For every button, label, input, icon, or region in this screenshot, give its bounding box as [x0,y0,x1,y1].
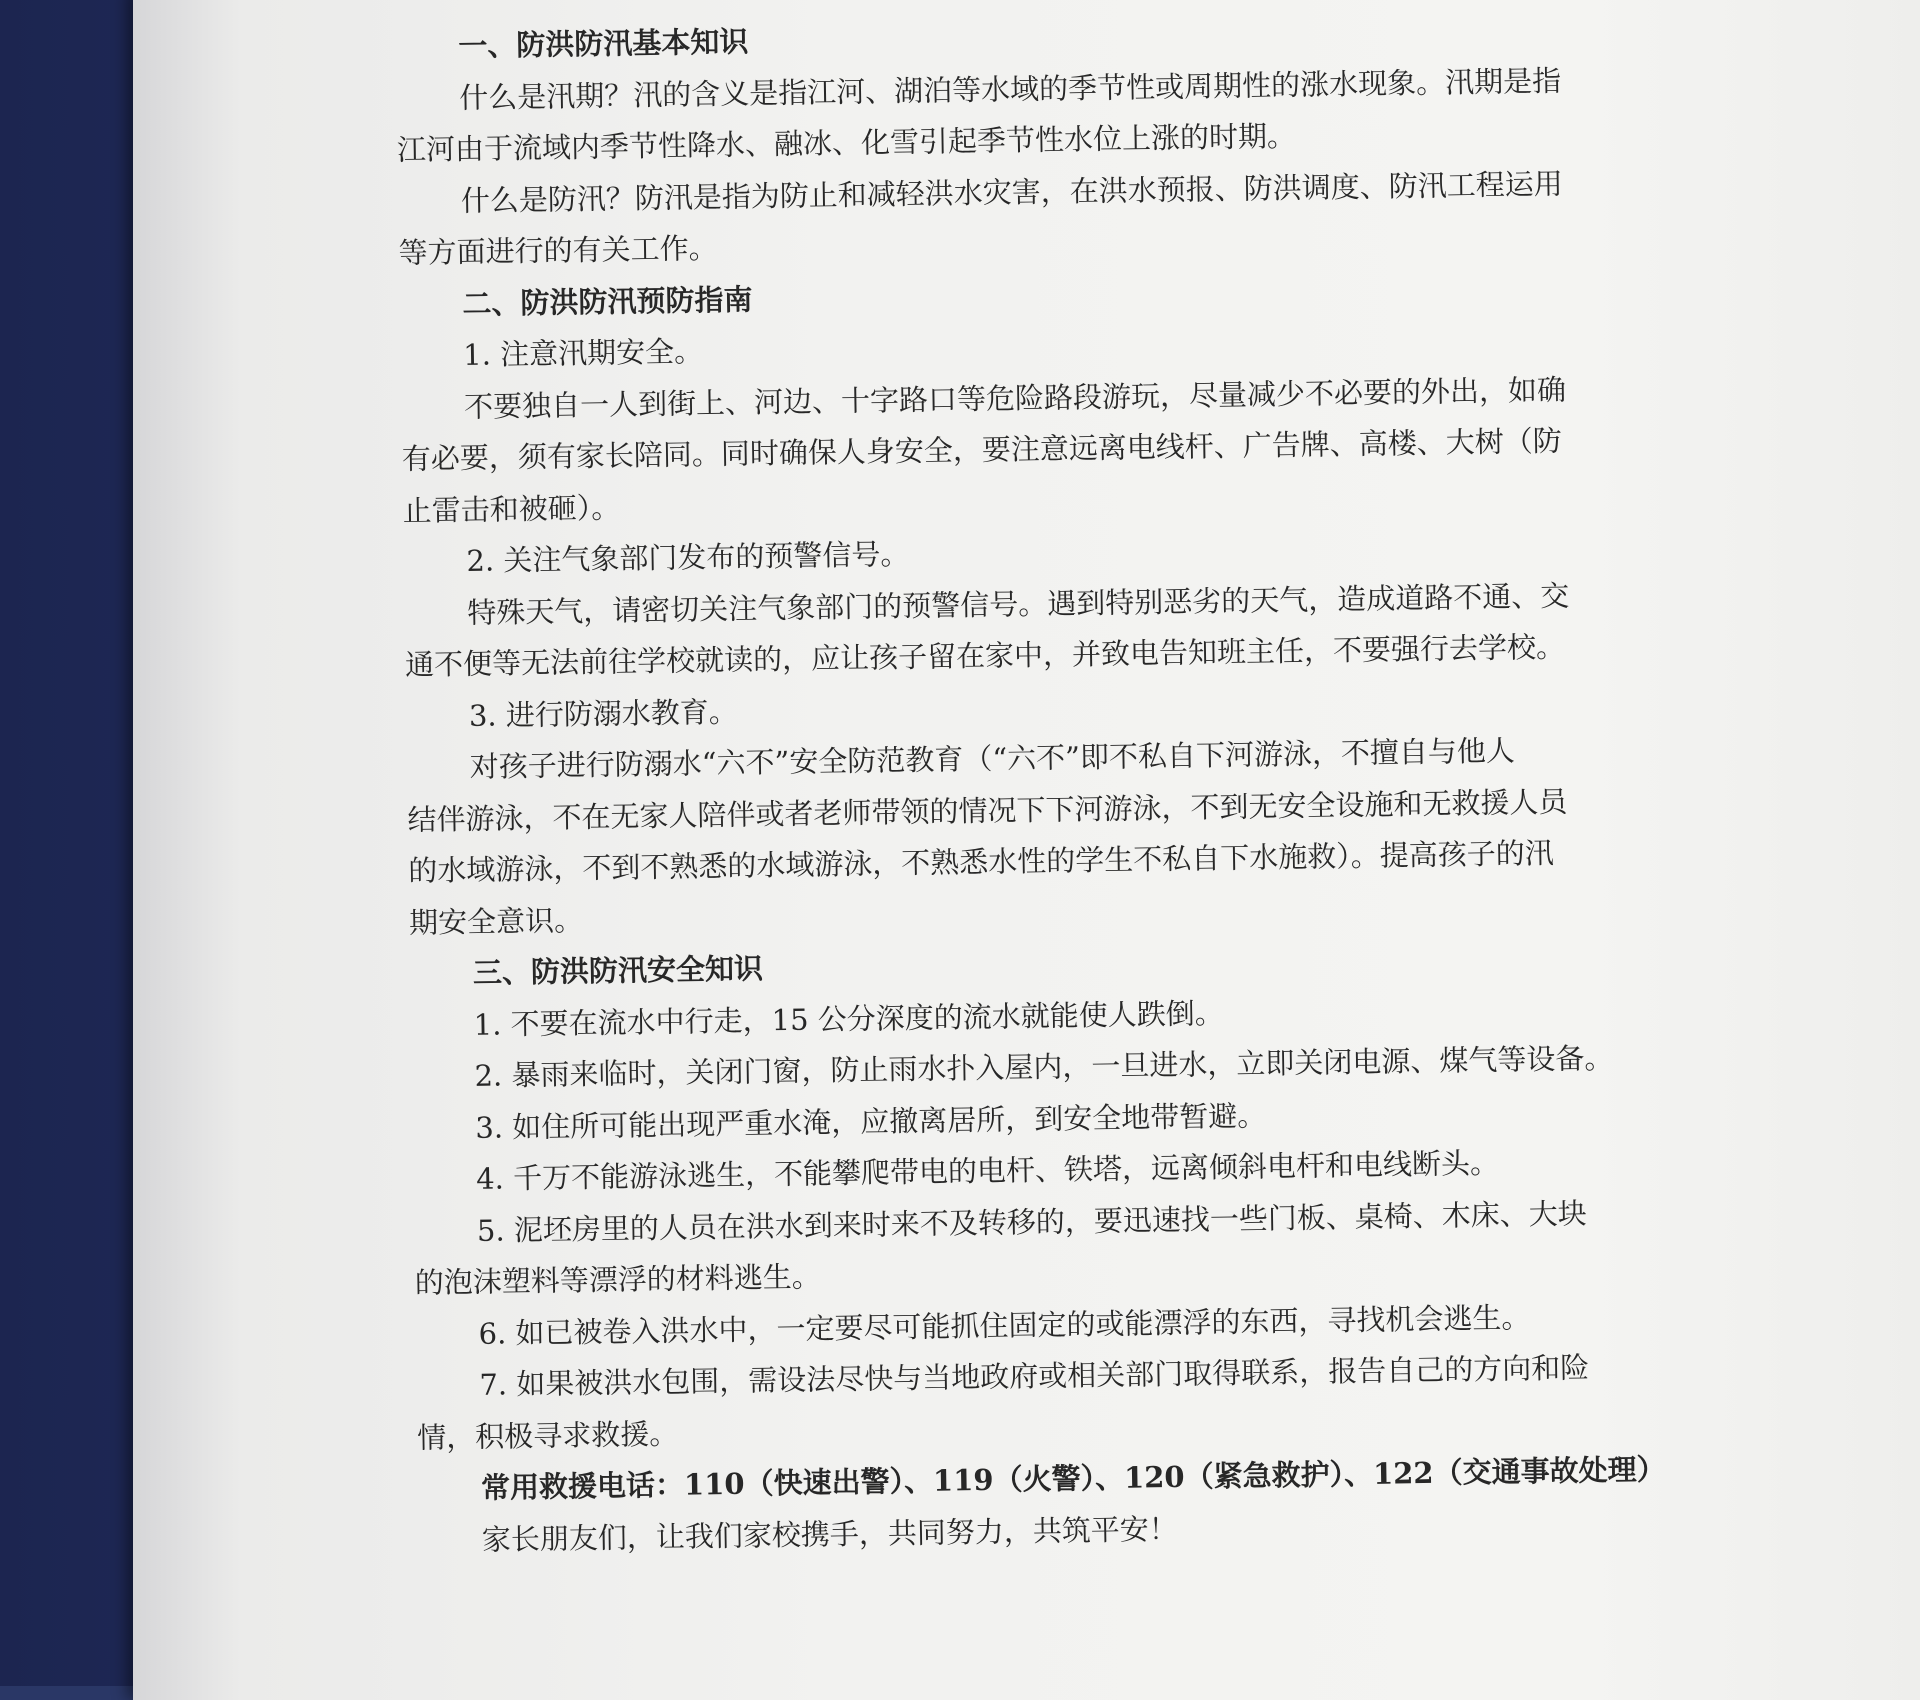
list-item-title: 1. 注意汛期安全。 [462,334,704,372]
list-item: 4. 千万不能游泳逃生，不能攀爬带电的电杆、铁塔，远离倾斜电杆和电线断头。 [475,1145,1500,1196]
list-item-title: 3. 进行防溺水教育。 [468,694,739,733]
paragraph-line: 特殊天气，请密切关注气象部门的预警信号。遇到特别恶劣的天气，造成道路不通、交 [467,578,1570,630]
contacts-label: 常用救援电话： [480,1467,685,1505]
contacts-list: 110（快速出警）、119（火警）、120（紧急救护）、122（交通事故处理） [683,1452,1666,1502]
paragraph-line: 情，积极寻求救援。 [416,1416,679,1455]
document-body [395,1,1769,1567]
section-heading: 二、防洪防汛预防指南 [462,281,753,321]
paragraph-line: 的水域游泳，不到不熟悉的水域游泳，不熟悉水性的学生不私自下水施救）。提高孩子的汛 [408,835,1554,888]
paragraph-line: 的泡沫塑料等漂浮的材料逃生。 [414,1259,822,1300]
paragraph-line: 有必要，须有家长陪同。同时确保人身安全，要注意远离电线杆、广告牌、高楼、大树（防 [401,423,1563,476]
list-item: 7. 如果被洪水包围，需设法尽快与当地政府或相关部门取得联系，报告自己的方向和险 [479,1350,1590,1402]
paragraph-line: 止雷击和被砸）。 [402,490,621,528]
list-item: 6. 如已被卷入洪水中，一定要尽可能抓住固定的或能漂浮的东西，寻找机会逃生。 [478,1299,1531,1351]
paragraph-line: 等方面进行的有关工作。 [398,230,718,270]
list-item: 5. 泥坯房里的人员在洪水到来时来不及转移的，要迅速找一些门板、桌椅、木床、大块 [476,1195,1588,1248]
list-item: 2. 暴雨来临时，关闭门窗，防止雨水扑入屋内，一旦进水，立即关闭电源、煤气等设备。 [474,1040,1614,1093]
paragraph-line: 什么是汛期？汛的含义是指江河、湖泊等水域的季节性或周期性的涨水现象。汛期是指 [458,63,1562,115]
paragraph-line: 江河由于流域内季节性降水、融冰、化雪引起季节性水位上涨的时期。 [396,118,1297,167]
paragraph-line: 结伴游泳，不在无家人陪伴或者老师带领的情况下下河游泳，不到无安全设施和无救援人员 [407,784,1568,837]
section-heading: 三、防洪防汛安全知识 [472,951,764,990]
list-item: 3. 如住所可能出现严重水淹，应撤离居所，到安全地带暂避。 [475,1097,1267,1145]
closing-line: 家长朋友们，让我们家校携手，共同努力，共筑平安！ [481,1511,1179,1557]
list-item: 1. 不要在流水中行走，15 公分深度的流水就能使人跌倒。 [473,995,1224,1042]
paragraph-line: 期安全意识。 [408,902,584,940]
list-item-title: 2. 关注气象部门发布的预警信号。 [466,536,910,578]
paragraph-line: 什么是防汛？防汛是指为防止和减轻洪水灾害，在洪水预报、防洪调度、防汛工程运用 [460,166,1563,218]
paragraph-line: 不要独自一人到街上、河边、十字路口等危险路段游玩，尽量减少不必要的外出，如确 [463,372,1567,424]
section-heading: 一、防洪防汛基本知识 [458,24,749,64]
paragraph-line: 通不便等无法前往学校就读的，应让孩子留在家中，并致电告知班主任，不要强行去学校。 [404,629,1566,682]
paragraph-line: 对孩子进行防溺水“六不”安全防范教育（“六不”即不私自下河游泳，不擅自与他人 [469,733,1516,784]
